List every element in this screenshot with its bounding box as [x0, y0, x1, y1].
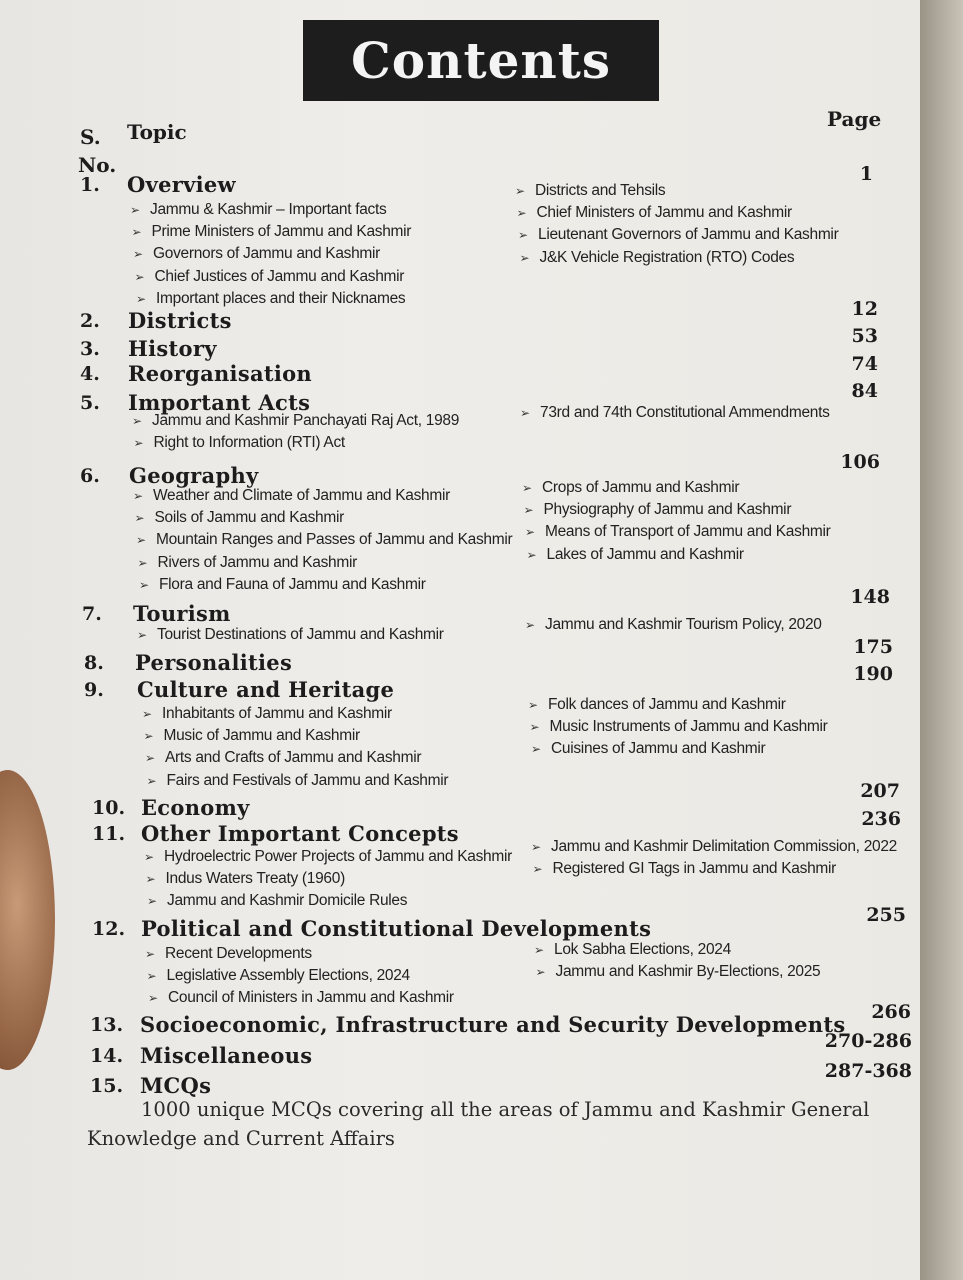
- arrow-bullet-icon: ➢: [525, 618, 535, 632]
- subtopic-item: [144, 727, 360, 745]
- arrow-bullet-icon: ➢: [144, 850, 154, 864]
- arrow-bullet-icon: ➢: [130, 203, 140, 217]
- mcq-description-line1: 1000 unique MCQs covering all the areas of Jammu and Kashmir General: [141, 1098, 870, 1121]
- subtopic-label: Governors of Jammu and Kashmir: [153, 245, 381, 263]
- subtopic-item: [147, 967, 410, 985]
- subtopic-item: [145, 749, 421, 767]
- subtopic-label: Weather and Climate of Jammu and Kashmir: [153, 487, 450, 504]
- chapter-number: 3.: [80, 338, 100, 360]
- chapter-page: 74: [851, 353, 878, 375]
- arrow-bullet-icon: ➢: [525, 525, 535, 540]
- subtopic-item: [515, 182, 665, 200]
- subtopic-label: Lakes of Jammu and Kashmir: [546, 545, 744, 563]
- subtopic-item: [133, 487, 450, 505]
- chapter-page: 1: [859, 163, 873, 185]
- chapter-page: 236: [861, 808, 901, 830]
- subtopic-item: [536, 963, 821, 981]
- chapter-page: 255: [866, 904, 906, 926]
- chapter-number: 14.: [90, 1045, 124, 1067]
- subtopic-item: [148, 989, 454, 1007]
- subtopic-label: Folk dances of Jammu and Kashmir: [548, 696, 786, 713]
- mcq-description-line2: Knowledge and Current Affairs: [87, 1127, 395, 1150]
- subtopic-item: [146, 870, 345, 888]
- subtopic-item: [524, 501, 792, 519]
- chapter-title: Personalities: [135, 650, 293, 675]
- subtopic-label: J&K Vehicle Registration (RTO) Codes: [539, 248, 795, 266]
- chapter-page: 106: [840, 451, 880, 473]
- arrow-bullet-icon: ➢: [145, 947, 155, 961]
- chapter-page: 270-286: [824, 1030, 912, 1052]
- subtopic-item: [132, 412, 459, 430]
- subtopic-item: [136, 531, 512, 549]
- subtopic-item: [534, 941, 731, 959]
- subtopic-item: [130, 201, 386, 219]
- subtopic-item: [527, 546, 744, 564]
- chapter-number: 6.: [80, 465, 100, 487]
- chapter-title: History: [128, 336, 217, 361]
- subtopic-label: Flora and Fauna of Jammu and Kashmir: [159, 575, 426, 593]
- subtopic-label: Lieutenant Governors of Jammu and Kashmir: [538, 226, 839, 244]
- chapter-number: 7.: [82, 603, 102, 625]
- subtopic-label: Rivers of Jammu and Kashmir: [157, 553, 357, 571]
- subtopic-label: Arts and Crafts of Jammu and Kashmir: [165, 749, 422, 767]
- arrow-bullet-icon: ➢: [531, 742, 541, 757]
- subtopic-label: Hydroelectric Power Projects of Jammu and Kashmir: [164, 848, 512, 865]
- subtopic-label: Indus Waters Treaty (1960): [165, 870, 345, 888]
- arrow-bullet-icon: ➢: [534, 943, 544, 957]
- subtopic-label: Jammu and Kashmir By-Elections, 2025: [555, 963, 821, 981]
- chapter-title: Economy: [141, 795, 250, 820]
- arrow-bullet-icon: ➢: [133, 436, 144, 451]
- subtopic-label: Soils of Jammu and Kashmir: [154, 509, 344, 527]
- arrow-bullet-icon: ➢: [133, 489, 143, 503]
- subtopic-label: Jammu and Kashmir Tourism Policy, 2020: [545, 616, 822, 633]
- arrow-bullet-icon: ➢: [515, 184, 525, 198]
- subtopic-label: 73rd and 74th Constitutional Ammendments: [540, 404, 830, 421]
- chapter-page: 287-368: [824, 1060, 912, 1082]
- subtopic-label: Important places and their Nicknames: [156, 289, 406, 307]
- chapter-title: MCQs: [140, 1073, 212, 1098]
- arrow-bullet-icon: ➢: [516, 206, 527, 221]
- arrow-bullet-icon: ➢: [528, 698, 538, 712]
- arrow-bullet-icon: ➢: [526, 547, 537, 562]
- subtopic-label: Music Instruments of Jammu and Kashmir: [549, 718, 828, 736]
- subtopic-label: Physiography of Jammu and Kashmir: [543, 501, 792, 519]
- subtopic-item: [520, 249, 795, 267]
- contents-title: Contents: [303, 20, 659, 101]
- subtopic-item: [144, 848, 512, 866]
- subtopic-label: Means of Transport of Jammu and Kashmir: [545, 523, 831, 541]
- subtopic-item: [522, 479, 739, 497]
- arrow-bullet-icon: ➢: [148, 991, 158, 1006]
- chapter-number: 2.: [80, 310, 100, 332]
- arrow-bullet-icon: ➢: [523, 503, 534, 518]
- arrow-bullet-icon: ➢: [131, 225, 142, 240]
- subtopic-label: Jammu & Kashmir – Important facts: [150, 201, 387, 218]
- arrow-bullet-icon: ➢: [518, 228, 528, 243]
- subtopic-label: Mountain Ranges and Passes of Jammu and Kashmir: [156, 531, 513, 549]
- arrow-bullet-icon: ➢: [531, 840, 541, 854]
- subtopic-label: Cuisines of Jammu and Kashmir: [551, 740, 766, 758]
- arrow-bullet-icon: ➢: [143, 729, 154, 744]
- chapter-number: 10.: [92, 797, 126, 819]
- chapter-title: Political and Constitutional Developments: [141, 916, 652, 941]
- subtopic-label: Jammu and Kashmir Delimitation Commission, 2022: [551, 838, 897, 855]
- arrow-bullet-icon: ➢: [146, 969, 157, 984]
- chapter-number: 13.: [90, 1014, 124, 1036]
- subtopic-label: Legislative Assembly Elections, 2024: [166, 967, 410, 985]
- chapter-page: 190: [853, 663, 893, 685]
- chapter-number: 15.: [90, 1075, 124, 1097]
- chapter-number: 5.: [80, 392, 100, 414]
- arrow-bullet-icon: ➢: [136, 533, 146, 548]
- subtopic-item: [135, 268, 405, 286]
- subtopic-item: [133, 245, 380, 263]
- subtopic-label: Chief Ministers of Jammu and Kashmir: [536, 204, 792, 222]
- chapter-page: 148: [850, 586, 890, 608]
- chapter-title: Reorganisation: [128, 361, 313, 386]
- chapter-page: 175: [853, 636, 893, 658]
- arrow-bullet-icon: ➢: [134, 511, 145, 526]
- subtopic-label: Jammu and Kashmir Domicile Rules: [167, 892, 408, 910]
- subtopic-item: [138, 554, 358, 572]
- chapter-page: 266: [871, 1001, 911, 1023]
- subtopic-item: [132, 223, 412, 241]
- subtopic-label: Lok Sabha Elections, 2024: [554, 941, 731, 958]
- subtopic-item: [135, 509, 344, 527]
- subtopic-item: [533, 860, 837, 878]
- subtopic-label: Districts and Tehsils: [535, 182, 666, 199]
- chapter-title: Districts: [128, 308, 232, 333]
- subtopic-item: [531, 740, 765, 758]
- arrow-bullet-icon: ➢: [134, 269, 145, 284]
- arrow-bullet-icon: ➢: [133, 247, 143, 262]
- subtopic-label: Council of Ministers in Jammu and Kashmir: [168, 989, 454, 1007]
- arrow-bullet-icon: ➢: [520, 406, 530, 420]
- subtopic-item: [531, 838, 897, 856]
- chapter-number: 11.: [92, 823, 126, 845]
- subtopic-label: Music of Jammu and Kashmir: [163, 727, 360, 745]
- arrow-bullet-icon: ➢: [136, 291, 146, 306]
- arrow-bullet-icon: ➢: [145, 751, 155, 766]
- sno-header-line2: No.: [78, 153, 117, 177]
- subtopic-item: [136, 290, 405, 308]
- subtopic-item: [528, 696, 786, 714]
- arrow-bullet-icon: ➢: [142, 707, 152, 721]
- subtopic-label: Right to Information (RTI) Act: [153, 434, 345, 452]
- subtopic-label: Jammu and Kashmir Panchayati Raj Act, 1989: [152, 412, 460, 429]
- subtopic-label: Crops of Jammu and Kashmir: [542, 479, 740, 496]
- book-edge: [920, 0, 963, 1280]
- chapter-title: Culture and Heritage: [137, 677, 395, 702]
- chapter-number: 8.: [84, 652, 104, 674]
- arrow-bullet-icon: ➢: [532, 862, 543, 877]
- arrow-bullet-icon: ➢: [137, 555, 148, 570]
- subtopic-label: Inhabitants of Jammu and Kashmir: [162, 705, 392, 722]
- topic-header: Topic: [127, 120, 187, 144]
- chapter-page: 207: [860, 780, 900, 802]
- subtopic-item: [530, 718, 828, 736]
- arrow-bullet-icon: ➢: [132, 414, 142, 428]
- chapter-number: 1.: [80, 174, 100, 196]
- chapter-title: Other Important Concepts: [141, 821, 459, 846]
- chapter-title: Overview: [127, 172, 236, 197]
- subtopic-item: [142, 705, 392, 723]
- chapter-title: Socioeconomic, Infrastructure and Security Developments: [140, 1012, 846, 1037]
- arrow-bullet-icon: ➢: [137, 628, 147, 642]
- subtopic-item: [518, 226, 838, 244]
- chapter-title: Tourism: [133, 601, 231, 626]
- subtopic-item: [525, 616, 822, 634]
- subtopic-item: [517, 204, 792, 222]
- subtopic-item: [145, 945, 312, 963]
- subtopic-label: Fairs and Festivals of Jammu and Kashmir: [166, 771, 449, 789]
- page-header: Page: [827, 107, 882, 131]
- subtopic-item: [134, 434, 345, 452]
- subtopic-item: [520, 404, 830, 422]
- subtopic-label: Prime Ministers of Jammu and Kashmir: [151, 223, 412, 241]
- chapter-page: 84: [851, 380, 878, 402]
- chapter-title: Geography: [129, 463, 259, 488]
- arrow-bullet-icon: ➢: [529, 720, 540, 735]
- subtopic-label: Tourist Destinations of Jammu and Kashmir: [157, 626, 444, 643]
- subtopic-item: [147, 772, 449, 790]
- arrow-bullet-icon: ➢: [139, 577, 149, 592]
- subtopic-item: [137, 626, 444, 644]
- arrow-bullet-icon: ➢: [146, 773, 157, 788]
- subtopic-label: Registered GI Tags in Jammu and Kashmir: [552, 860, 837, 878]
- chapter-title: Miscellaneous: [140, 1043, 313, 1068]
- subtopic-item: [139, 576, 426, 594]
- chapter-title: Important Acts: [128, 390, 311, 415]
- subtopic-label: Chief Justices of Jammu and Kashmir: [154, 267, 405, 285]
- arrow-bullet-icon: ➢: [147, 894, 157, 909]
- chapter-number: 9.: [84, 679, 104, 701]
- arrow-bullet-icon: ➢: [522, 481, 532, 495]
- arrow-bullet-icon: ➢: [519, 250, 530, 265]
- chapter-page: 12: [851, 298, 878, 320]
- chapter-page: 53: [851, 325, 878, 347]
- chapter-number: 4.: [80, 363, 100, 385]
- subtopic-label: Recent Developments: [165, 945, 312, 962]
- chapter-number: 12.: [92, 918, 126, 940]
- subtopic-item: [525, 523, 831, 541]
- arrow-bullet-icon: ➢: [145, 872, 156, 887]
- sno-header: S.: [80, 125, 101, 149]
- subtopic-item: [147, 892, 407, 910]
- arrow-bullet-icon: ➢: [535, 965, 546, 980]
